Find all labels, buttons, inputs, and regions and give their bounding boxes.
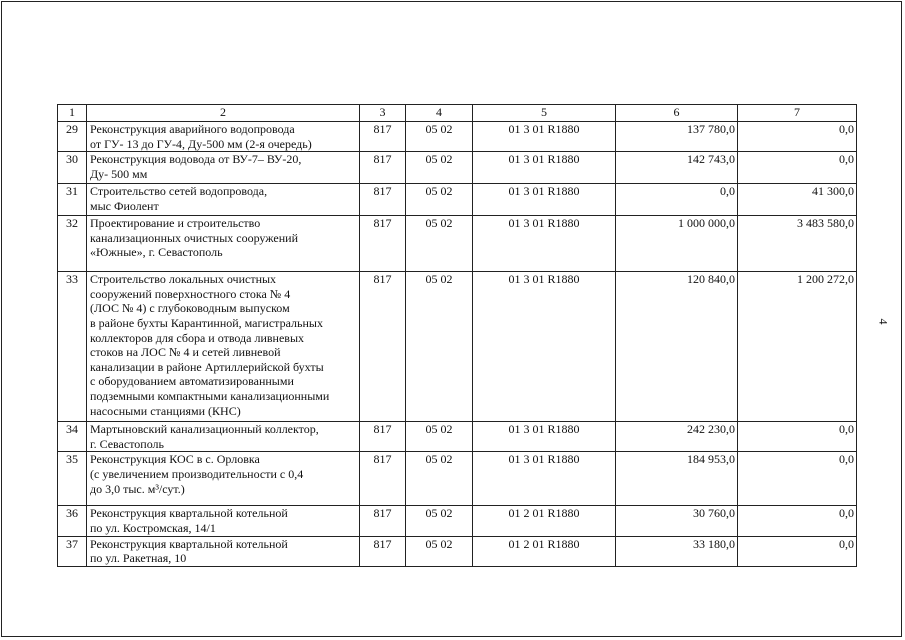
amount-col-6: 33 180,0	[616, 536, 738, 566]
ministry-code: 817	[360, 152, 406, 184]
target-article-code: 01 2 01 R1880	[473, 536, 616, 566]
header-cell-3: 3	[360, 105, 406, 122]
object-name: Мартыновский канализационный коллектор, г. Севастополь	[87, 422, 360, 452]
table-row	[58, 422, 857, 452]
target-article-code: 01 3 01 R1880	[473, 452, 616, 506]
row-number: 35	[58, 452, 87, 506]
header-cell-6: 6	[616, 105, 738, 122]
amount-col-7: 0,0	[738, 422, 857, 452]
amount-col-7: 41 300,0	[738, 184, 857, 216]
amount-col-6: 142 743,0	[616, 152, 738, 184]
amount-col-7: 3 483 580,0	[738, 216, 857, 272]
ministry-code: 817	[360, 122, 406, 152]
ministry-code: 817	[360, 422, 406, 452]
amount-col-6: 120 840,0	[616, 272, 738, 422]
section-code: 05 02	[406, 506, 473, 536]
row-number: 32	[58, 216, 87, 272]
header-cell-1: 1	[58, 105, 87, 122]
table-row	[58, 536, 857, 566]
section-code: 05 02	[406, 122, 473, 152]
section-code: 05 02	[406, 216, 473, 272]
ministry-code: 817	[360, 452, 406, 506]
amount-col-7: 1 200 272,0	[738, 272, 857, 422]
header-cell-4: 4	[406, 105, 473, 122]
table-row	[58, 216, 857, 272]
target-article-code: 01 3 01 R1880	[473, 122, 616, 152]
header-row	[58, 105, 857, 122]
ministry-code: 817	[360, 272, 406, 422]
amount-col-6: 0,0	[616, 184, 738, 216]
row-number: 30	[58, 152, 87, 184]
row-number: 37	[58, 536, 87, 566]
target-article-code: 01 3 01 R1880	[473, 422, 616, 452]
target-article-code: 01 3 01 R1880	[473, 272, 616, 422]
object-name: Реконструкция квартальной котельной по ул. Ракетная, 10	[87, 536, 360, 566]
page-number: 4	[876, 318, 891, 325]
amount-col-7: 0,0	[738, 152, 857, 184]
object-name: Реконструкция КОС в с. Орловка (с увеличением производительности с 0,4 до 3,0 тыс. м³/сут.)	[87, 452, 360, 506]
row-number: 29	[58, 122, 87, 152]
table-row	[58, 184, 857, 216]
ministry-code: 817	[360, 216, 406, 272]
amount-col-7: 0,0	[738, 452, 857, 506]
section-code: 05 02	[406, 152, 473, 184]
object-name: Проектирование и строительство канализационных очистных сооружений «Южные», г. Севастополь	[87, 216, 360, 272]
header-cell-7: 7	[738, 105, 857, 122]
table-row	[58, 272, 857, 422]
section-code: 05 02	[406, 452, 473, 506]
object-name: Реконструкция аварийного водопровода от ГУ- 13 до ГУ-4, Ду-500 мм (2-я очередь)	[87, 122, 360, 152]
target-article-code: 01 3 01 R1880	[473, 216, 616, 272]
object-name: Реконструкция водовода от ВУ-7– ВУ-20, Ду- 500 мм	[87, 152, 360, 184]
ministry-code: 817	[360, 506, 406, 536]
amount-col-6: 30 760,0	[616, 506, 738, 536]
row-number: 36	[58, 506, 87, 536]
budget-table	[57, 104, 857, 567]
section-code: 05 02	[406, 184, 473, 216]
ministry-code: 817	[360, 184, 406, 216]
row-number: 34	[58, 422, 87, 452]
table-row	[58, 122, 857, 152]
target-article-code: 01 3 01 R1880	[473, 184, 616, 216]
section-code: 05 02	[406, 272, 473, 422]
object-name: Строительство локальных очистных сооружений поверхностного стока № 4 (ЛОС № 4) с глубоководным выпуском в районе бухты Карантинной, магистральных коллекторов для сбора и отвода ливневых стоков на ЛОС № 4 и сетей ливневой канализации в районе Артиллерийской бухты с оборудованием автоматизированными подземными компактными канализационными насосными станциями (КНС)	[87, 272, 360, 422]
header-cell-5: 5	[473, 105, 616, 122]
object-name: Строительство сетей водопровода, мыс Фиолент	[87, 184, 360, 216]
row-number: 33	[58, 272, 87, 422]
amount-col-7: 0,0	[738, 536, 857, 566]
row-number: 31	[58, 184, 87, 216]
header-cell-2: 2	[87, 105, 360, 122]
target-article-code: 01 3 01 R1880	[473, 152, 616, 184]
table-row	[58, 506, 857, 536]
amount-col-6: 1 000 000,0	[616, 216, 738, 272]
section-code: 05 02	[406, 536, 473, 566]
amount-col-6: 137 780,0	[616, 122, 738, 152]
ministry-code: 817	[360, 536, 406, 566]
table-row	[58, 452, 857, 506]
target-article-code: 01 2 01 R1880	[473, 506, 616, 536]
object-name: Реконструкция квартальной котельной по ул. Костромская, 14/1	[87, 506, 360, 536]
amount-col-7: 0,0	[738, 122, 857, 152]
amount-col-7: 0,0	[738, 506, 857, 536]
amount-col-6: 184 953,0	[616, 452, 738, 506]
table-row	[58, 152, 857, 184]
amount-col-6: 242 230,0	[616, 422, 738, 452]
section-code: 05 02	[406, 422, 473, 452]
